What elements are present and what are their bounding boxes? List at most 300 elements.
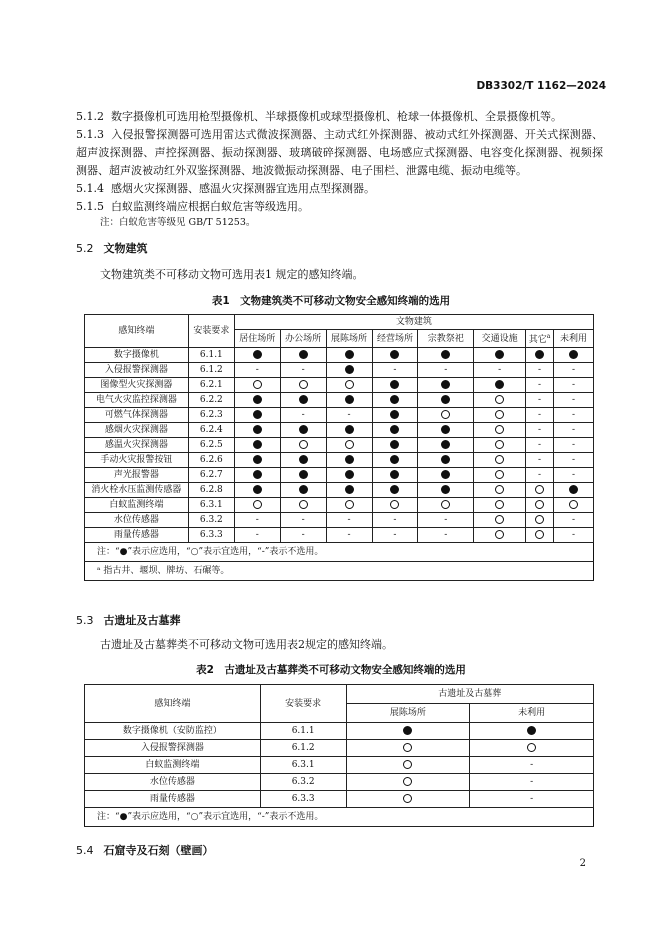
table-row bbox=[85, 498, 594, 513]
terminal-name: 可燃气体探测器 bbox=[85, 408, 189, 423]
selection-cell bbox=[372, 498, 418, 513]
hollow-circle-icon bbox=[569, 500, 578, 509]
table-row bbox=[85, 348, 594, 363]
selection-cell bbox=[418, 423, 474, 438]
column-header: 展陈场所 bbox=[346, 704, 470, 723]
clause-note: 注：白蚁危害等级见 GB/T 51253。 bbox=[100, 217, 256, 228]
selection-cell bbox=[280, 498, 326, 513]
hollow-circle-icon bbox=[390, 500, 399, 509]
selection-cell bbox=[234, 408, 280, 423]
selection-cell bbox=[372, 363, 418, 378]
hollow-circle-icon bbox=[345, 380, 354, 389]
selection-cell bbox=[554, 348, 594, 363]
clause-text: 入侵报警探测器可选用雷达式微波探测器、主动式红外探测器、被动式红外探测器、开关式探测器、超声波探测器、声控探测器、振动探测器、玻璃破碎探测器、电场感应式探测器、电容变化探测器、视频探测器、超声波被动红外双鉴探测器、地波微振动探测器、电子围栏、泄露电缆、振动电缆等。 bbox=[76, 128, 604, 177]
section-heading-5-4 bbox=[76, 842, 214, 858]
selection-cell bbox=[474, 408, 526, 423]
dash-icon: - bbox=[571, 395, 576, 405]
selection-cell bbox=[554, 453, 594, 468]
table-row bbox=[85, 483, 594, 498]
selection-cell bbox=[280, 528, 326, 543]
install-requirement: 6.2.7 bbox=[188, 468, 234, 483]
install-requirement: 6.3.3 bbox=[260, 791, 346, 808]
selection-cell bbox=[526, 363, 554, 378]
table-row bbox=[85, 791, 594, 808]
terminal-name: 图像型火灾探测器 bbox=[85, 378, 189, 393]
selection-cell bbox=[234, 438, 280, 453]
selection-cell bbox=[326, 453, 372, 468]
filled-circle-icon bbox=[390, 485, 399, 494]
filled-circle-icon bbox=[390, 425, 399, 434]
terminal-name: 白蚁监测终端 bbox=[85, 757, 261, 774]
selection-cell bbox=[554, 363, 594, 378]
dash-icon: - bbox=[571, 365, 576, 375]
table-footnote: ᵃ 指古井、堰坝、牌坊、石碾等。 bbox=[85, 562, 594, 581]
install-requirement: 6.2.1 bbox=[188, 378, 234, 393]
hollow-circle-icon bbox=[299, 440, 308, 449]
section-heading-5-3 bbox=[76, 612, 181, 628]
dash-icon: - bbox=[498, 365, 502, 375]
filled-circle-icon bbox=[403, 726, 412, 735]
filled-circle-icon bbox=[345, 425, 354, 434]
hollow-circle-icon bbox=[345, 440, 354, 449]
section-intro: 文物建筑类不可移动文物可选用表1 规定的感知终端。 bbox=[100, 268, 364, 281]
clause-number: 5.1.5 bbox=[76, 200, 104, 213]
selection-cell bbox=[234, 423, 280, 438]
hollow-circle-icon bbox=[527, 743, 536, 752]
table-row bbox=[85, 513, 594, 528]
selection-cell bbox=[470, 740, 594, 757]
filled-circle-icon bbox=[390, 440, 399, 449]
dash-icon: - bbox=[255, 530, 259, 540]
column-header: 展陈场所 bbox=[326, 330, 372, 348]
selection-cell bbox=[418, 483, 474, 498]
selection-cell bbox=[372, 438, 418, 453]
table-row bbox=[85, 453, 594, 468]
filled-circle-icon bbox=[390, 395, 399, 404]
hollow-circle-icon bbox=[299, 380, 308, 389]
selection-cell bbox=[346, 774, 470, 791]
selection-cell bbox=[326, 498, 372, 513]
hollow-circle-icon bbox=[403, 760, 412, 769]
selection-cell bbox=[372, 483, 418, 498]
dash-icon: - bbox=[538, 365, 542, 375]
selection-cell bbox=[280, 453, 326, 468]
selection-cell bbox=[474, 498, 526, 513]
selection-cell bbox=[474, 528, 526, 543]
filled-circle-icon bbox=[299, 485, 308, 494]
filled-circle-icon bbox=[390, 455, 399, 464]
selection-cell bbox=[474, 513, 526, 528]
dash-icon: - bbox=[571, 530, 576, 540]
selection-cell bbox=[474, 348, 526, 363]
selection-cell bbox=[280, 393, 326, 408]
selection-cell bbox=[474, 438, 526, 453]
filled-circle-icon bbox=[527, 726, 536, 735]
dash-icon: - bbox=[538, 455, 542, 465]
filled-circle-icon bbox=[253, 350, 262, 359]
dash-icon: - bbox=[255, 515, 259, 525]
selection-cell bbox=[234, 513, 280, 528]
dash-icon: - bbox=[301, 515, 305, 525]
column-header: 居住场所 bbox=[234, 330, 280, 348]
column-header-text: 其它 bbox=[528, 335, 547, 345]
selection-cell bbox=[280, 363, 326, 378]
dash-icon: - bbox=[538, 380, 542, 390]
selection-cell bbox=[470, 723, 594, 740]
dash-icon: - bbox=[530, 760, 534, 770]
hollow-circle-icon bbox=[345, 500, 354, 509]
install-requirement: 6.3.2 bbox=[188, 513, 234, 528]
terminal-name: 电气火灾监控探测器 bbox=[85, 393, 189, 408]
selection-cell bbox=[372, 468, 418, 483]
dash-icon: - bbox=[255, 365, 259, 375]
table-row bbox=[85, 774, 594, 791]
selection-cell bbox=[474, 453, 526, 468]
clause-5-1-5 bbox=[76, 198, 603, 216]
table-note: 注：“●”表示应选用，“○”表示宜选用，“-”表示不选用。 bbox=[85, 808, 594, 827]
hollow-circle-icon bbox=[253, 380, 262, 389]
clause-5-1-2 bbox=[76, 108, 603, 126]
table-row bbox=[85, 757, 594, 774]
hollow-circle-icon bbox=[495, 440, 504, 449]
hollow-circle-icon bbox=[441, 500, 450, 509]
selection-cell bbox=[326, 513, 372, 528]
table-row bbox=[85, 423, 594, 438]
install-requirement: 6.2.4 bbox=[188, 423, 234, 438]
filled-circle-icon bbox=[569, 485, 578, 494]
dash-icon: - bbox=[301, 365, 305, 375]
page-number: 2 bbox=[579, 858, 586, 869]
selection-cell bbox=[372, 513, 418, 528]
install-requirement: 6.1.2 bbox=[260, 740, 346, 757]
terminal-name: 感烟火灾探测器 bbox=[85, 423, 189, 438]
install-requirement: 6.1.1 bbox=[260, 723, 346, 740]
selection-cell bbox=[526, 378, 554, 393]
dash-icon: - bbox=[538, 410, 542, 420]
selection-cell bbox=[346, 757, 470, 774]
selection-cell bbox=[326, 483, 372, 498]
section-intro: 古遗址及古墓葬类不可移动文物可选用表2规定的感知终端。 bbox=[100, 638, 393, 651]
selection-cell bbox=[418, 453, 474, 468]
dash-icon: - bbox=[571, 470, 576, 480]
section-number: 5.4 bbox=[76, 844, 94, 857]
filled-circle-icon bbox=[441, 380, 450, 389]
terminal-name: 感温火灾探测器 bbox=[85, 438, 189, 453]
dash-icon: - bbox=[347, 410, 351, 420]
dash-icon: - bbox=[571, 440, 576, 450]
hollow-circle-icon bbox=[495, 530, 504, 539]
selection-cell bbox=[418, 363, 474, 378]
selection-cell bbox=[418, 348, 474, 363]
filled-circle-icon bbox=[345, 395, 354, 404]
selection-cell bbox=[280, 513, 326, 528]
hollow-circle-icon bbox=[495, 425, 504, 434]
dash-icon: - bbox=[347, 530, 351, 540]
selection-cell bbox=[418, 498, 474, 513]
dash-icon: - bbox=[530, 777, 534, 787]
table-row bbox=[85, 408, 594, 423]
selection-cell bbox=[280, 423, 326, 438]
selection-cell bbox=[346, 740, 470, 757]
selection-cell bbox=[474, 363, 526, 378]
selection-cell bbox=[526, 438, 554, 453]
table-caption: 表2 古遗址及古墓葬类不可移动文物安全感知终端的选用 bbox=[196, 664, 466, 676]
filled-circle-icon bbox=[345, 365, 354, 374]
selection-cell bbox=[554, 468, 594, 483]
selection-cell bbox=[234, 528, 280, 543]
table-row bbox=[85, 723, 594, 740]
table-row bbox=[85, 740, 594, 757]
install-requirement: 6.2.6 bbox=[188, 453, 234, 468]
selection-cell bbox=[554, 528, 594, 543]
selection-cell bbox=[326, 393, 372, 408]
install-requirement: 6.2.5 bbox=[188, 438, 234, 453]
selection-cell bbox=[474, 468, 526, 483]
selection-cell bbox=[372, 423, 418, 438]
dash-icon: - bbox=[393, 365, 397, 375]
table-row bbox=[85, 468, 594, 483]
selection-cell bbox=[346, 791, 470, 808]
selection-cell bbox=[326, 438, 372, 453]
clause-number: 5.1.3 bbox=[76, 128, 104, 141]
selection-cell bbox=[474, 393, 526, 408]
column-header: 经营场所 bbox=[372, 330, 418, 348]
selection-cell bbox=[554, 438, 594, 453]
selection-cell bbox=[554, 498, 594, 513]
install-requirement: 6.3.2 bbox=[260, 774, 346, 791]
table-1 bbox=[84, 314, 594, 581]
selection-cell bbox=[326, 348, 372, 363]
terminal-name: 入侵报警探测器 bbox=[85, 740, 261, 757]
table-row bbox=[85, 393, 594, 408]
selection-cell bbox=[470, 774, 594, 791]
clause-text: 白蚁监测终端应根据白蚁危害等级选用。 bbox=[111, 200, 309, 213]
selection-cell bbox=[418, 468, 474, 483]
install-requirement: 6.1.2 bbox=[188, 363, 234, 378]
selection-cell bbox=[418, 378, 474, 393]
section-number: 5.2 bbox=[76, 242, 94, 255]
selection-cell bbox=[372, 453, 418, 468]
selection-cell bbox=[554, 513, 594, 528]
selection-cell bbox=[234, 363, 280, 378]
filled-circle-icon bbox=[253, 470, 262, 479]
selection-cell bbox=[280, 408, 326, 423]
filled-circle-icon bbox=[253, 455, 262, 464]
dash-icon: - bbox=[538, 425, 542, 435]
filled-circle-icon bbox=[390, 470, 399, 479]
filled-circle-icon bbox=[253, 395, 262, 404]
selection-cell bbox=[326, 468, 372, 483]
selection-cell bbox=[372, 348, 418, 363]
filled-circle-icon bbox=[299, 350, 308, 359]
clause-text: 感烟火灾探测器、感温火灾探测器宜选用点型探测器。 bbox=[111, 182, 375, 195]
filled-circle-icon bbox=[299, 395, 308, 404]
selection-cell bbox=[554, 483, 594, 498]
hollow-circle-icon bbox=[403, 743, 412, 752]
terminal-name: 数字摄像机（安防监控） bbox=[85, 723, 261, 740]
selection-cell bbox=[280, 438, 326, 453]
selection-cell bbox=[234, 378, 280, 393]
hollow-circle-icon bbox=[253, 500, 262, 509]
column-header: 交通设施 bbox=[474, 330, 526, 348]
filled-circle-icon bbox=[535, 350, 544, 359]
selection-cell bbox=[234, 348, 280, 363]
filled-circle-icon bbox=[441, 485, 450, 494]
column-header: 未利用 bbox=[470, 704, 594, 723]
terminal-name: 水位传感器 bbox=[85, 513, 189, 528]
hollow-circle-icon bbox=[535, 485, 544, 494]
table-row bbox=[85, 528, 594, 543]
install-requirement: 6.2.2 bbox=[188, 393, 234, 408]
install-requirement: 6.3.1 bbox=[260, 757, 346, 774]
filled-circle-icon bbox=[441, 425, 450, 434]
hollow-circle-icon bbox=[403, 777, 412, 786]
header-install: 安装要求 bbox=[188, 315, 234, 348]
selection-cell bbox=[526, 348, 554, 363]
table-caption: 表1 文物建筑类不可移动文物安全感知终端的选用 bbox=[211, 295, 451, 307]
selection-cell bbox=[234, 483, 280, 498]
selection-cell bbox=[526, 453, 554, 468]
selection-cell bbox=[554, 393, 594, 408]
selection-cell bbox=[326, 528, 372, 543]
selection-cell bbox=[326, 423, 372, 438]
terminal-name: 入侵报警探测器 bbox=[85, 363, 189, 378]
hollow-circle-icon bbox=[495, 455, 504, 464]
section-title: 文物建筑 bbox=[103, 242, 148, 255]
selection-cell bbox=[372, 528, 418, 543]
dash-icon: - bbox=[538, 470, 542, 480]
selection-cell bbox=[526, 498, 554, 513]
selection-cell bbox=[372, 378, 418, 393]
filled-circle-icon bbox=[390, 380, 399, 389]
filled-circle-icon bbox=[441, 470, 450, 479]
terminal-name: 雨量传感器 bbox=[85, 791, 261, 808]
dash-icon: - bbox=[538, 440, 542, 450]
selection-cell bbox=[526, 483, 554, 498]
filled-circle-icon bbox=[345, 470, 354, 479]
selection-cell bbox=[418, 393, 474, 408]
selection-cell bbox=[346, 723, 470, 740]
dash-icon: - bbox=[301, 410, 305, 420]
column-header: 未利用 bbox=[554, 330, 594, 348]
selection-cell bbox=[234, 393, 280, 408]
terminal-name: 雨量传感器 bbox=[85, 528, 189, 543]
dash-icon: - bbox=[393, 530, 397, 540]
selection-cell bbox=[474, 423, 526, 438]
filled-circle-icon bbox=[345, 455, 354, 464]
table-row bbox=[85, 363, 594, 378]
table-note: 注：“●”表示应选用，“○”表示宜选用，“-”表示不选用。 bbox=[85, 543, 594, 562]
filled-circle-icon bbox=[345, 485, 354, 494]
dash-icon: - bbox=[571, 515, 576, 525]
filled-circle-icon bbox=[253, 410, 262, 419]
selection-cell bbox=[526, 423, 554, 438]
selection-cell bbox=[526, 528, 554, 543]
selection-cell bbox=[470, 757, 594, 774]
hollow-circle-icon bbox=[535, 500, 544, 509]
section-number: 5.3 bbox=[76, 614, 94, 627]
clause-number: 5.1.2 bbox=[76, 110, 104, 123]
selection-cell bbox=[418, 528, 474, 543]
document-id: DB3302/T 1162—2024 bbox=[476, 80, 606, 92]
selection-cell bbox=[234, 453, 280, 468]
selection-cell bbox=[326, 378, 372, 393]
header-group: 文物建筑 bbox=[234, 315, 593, 330]
table-row bbox=[85, 438, 594, 453]
dash-icon: - bbox=[571, 455, 576, 465]
hollow-circle-icon bbox=[495, 410, 504, 419]
dash-icon: - bbox=[538, 395, 542, 405]
section-heading-5-2 bbox=[76, 240, 148, 256]
header-group: 古遗址及古墓葬 bbox=[346, 685, 593, 704]
dash-icon: - bbox=[530, 794, 534, 804]
dash-icon: - bbox=[393, 515, 397, 525]
footnote-marker: a bbox=[546, 333, 551, 340]
filled-circle-icon bbox=[441, 440, 450, 449]
selection-cell bbox=[372, 408, 418, 423]
terminal-name: 数字摄像机 bbox=[85, 348, 189, 363]
hollow-circle-icon bbox=[535, 530, 544, 539]
filled-circle-icon bbox=[299, 470, 308, 479]
terminal-name: 消火栓水压监测传感器 bbox=[85, 483, 189, 498]
terminal-name: 白蚁监测终端 bbox=[85, 498, 189, 513]
hollow-circle-icon bbox=[535, 515, 544, 524]
filled-circle-icon bbox=[253, 425, 262, 434]
filled-circle-icon bbox=[253, 440, 262, 449]
filled-circle-icon bbox=[390, 350, 399, 359]
filled-circle-icon bbox=[495, 380, 504, 389]
column-header bbox=[526, 330, 554, 348]
filled-circle-icon bbox=[390, 410, 399, 419]
selection-cell bbox=[234, 498, 280, 513]
column-header: 办公场所 bbox=[280, 330, 326, 348]
hollow-circle-icon bbox=[403, 794, 412, 803]
dash-icon: - bbox=[571, 425, 576, 435]
install-requirement: 6.3.3 bbox=[188, 528, 234, 543]
selection-cell bbox=[418, 513, 474, 528]
header-install: 安装要求 bbox=[260, 685, 346, 723]
filled-circle-icon bbox=[441, 350, 450, 359]
clause-text: 数字摄像机可选用枪型摄像机、半球摄像机或球型摄像机、枪球一体摄像机、全景摄像机等。 bbox=[111, 110, 562, 123]
selection-cell bbox=[470, 791, 594, 808]
install-requirement: 6.2.8 bbox=[188, 483, 234, 498]
selection-cell bbox=[326, 363, 372, 378]
dash-icon: - bbox=[444, 530, 448, 540]
selection-cell bbox=[372, 393, 418, 408]
hollow-circle-icon bbox=[495, 500, 504, 509]
table-2 bbox=[84, 684, 594, 827]
selection-cell bbox=[526, 408, 554, 423]
selection-cell bbox=[474, 483, 526, 498]
section-title: 石窟寺及石刻（壁画） bbox=[103, 844, 214, 857]
filled-circle-icon bbox=[441, 455, 450, 464]
hollow-circle-icon bbox=[495, 485, 504, 494]
selection-cell bbox=[326, 408, 372, 423]
filled-circle-icon bbox=[495, 350, 504, 359]
section-title: 古遗址及古墓葬 bbox=[103, 614, 181, 627]
install-requirement: 6.1.1 bbox=[188, 348, 234, 363]
selection-cell bbox=[280, 348, 326, 363]
header-terminal: 感知终端 bbox=[85, 315, 189, 348]
selection-cell bbox=[280, 378, 326, 393]
filled-circle-icon bbox=[299, 425, 308, 434]
clause-5-1-3 bbox=[76, 126, 603, 180]
filled-circle-icon bbox=[345, 350, 354, 359]
header-terminal: 感知终端 bbox=[85, 685, 261, 723]
selection-cell bbox=[554, 378, 594, 393]
hollow-circle-icon bbox=[495, 515, 504, 524]
selection-cell bbox=[234, 468, 280, 483]
